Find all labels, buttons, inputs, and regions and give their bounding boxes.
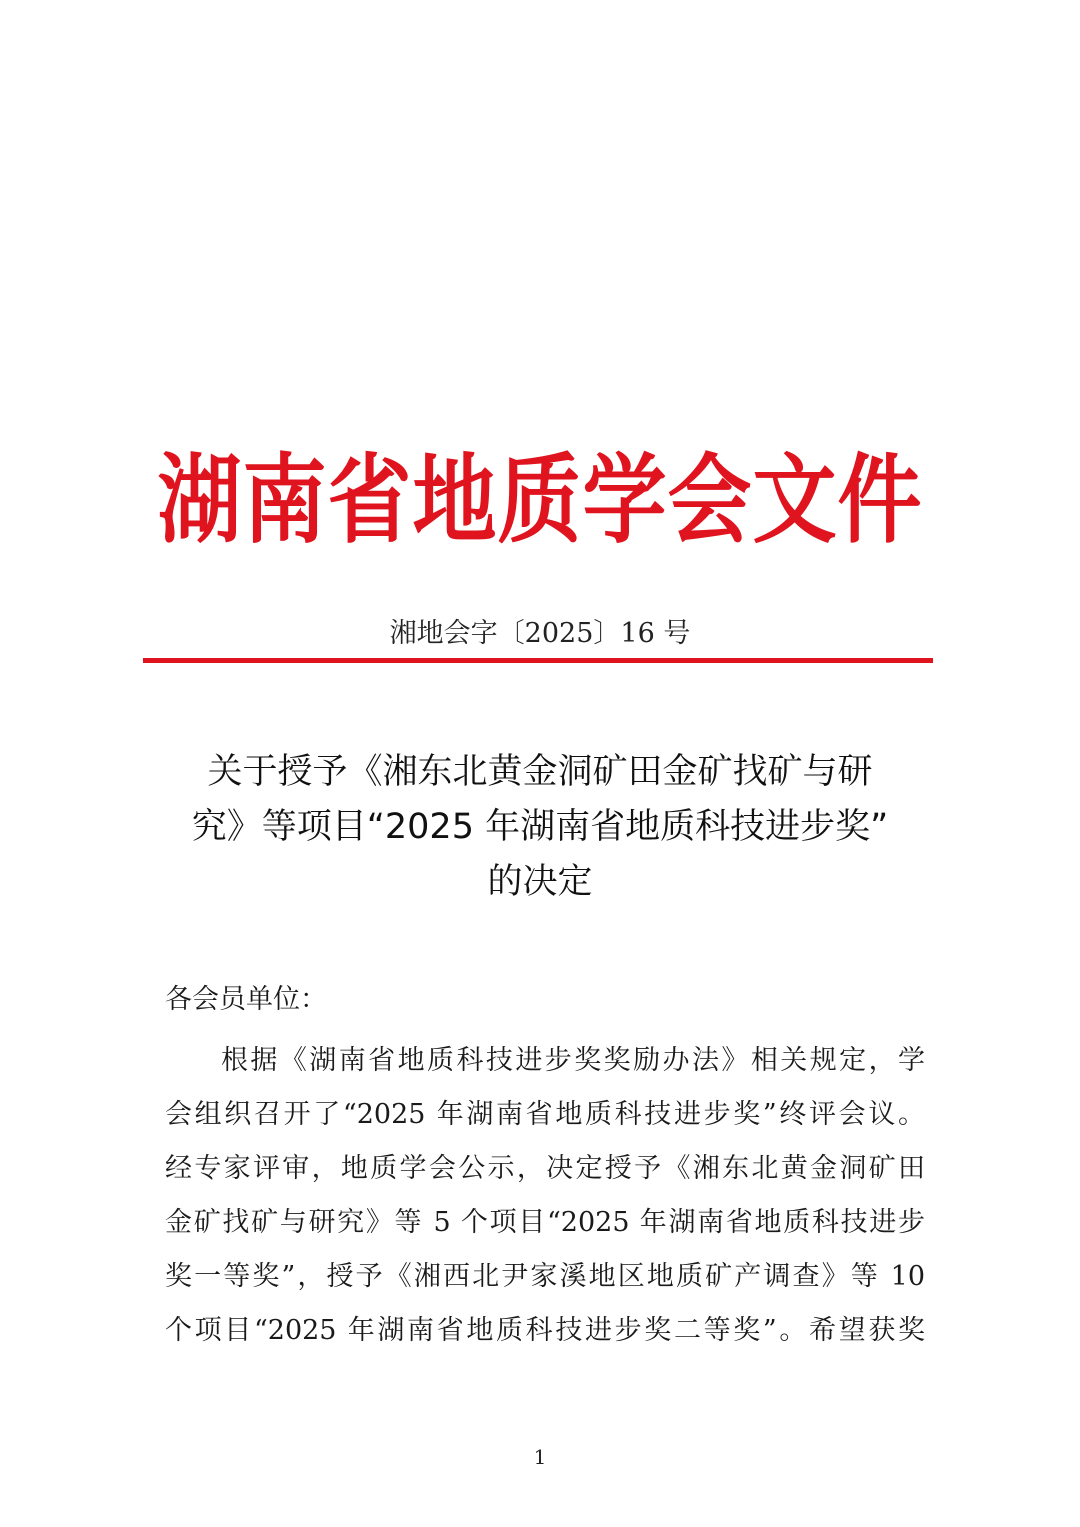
- body-paragraph: [165, 1034, 925, 1358]
- body-line: 经专家评审，地质学会公示，决定授予《湘东北黄金洞矿田: [165, 1153, 925, 1184]
- body-line: 个项目“2025 年湖南省地质科技进步奖二等奖”。希望获奖: [165, 1315, 925, 1346]
- body-line: 会组织召开了“2025 年湖南省地质科技进步奖”终评会议。: [165, 1099, 925, 1130]
- document-number: 湘地会字〔2025〕16 号: [389, 618, 691, 649]
- body-line: 奖一等奖”，授予《湘西北尹家溪地区地质矿产调查》等 10: [165, 1261, 925, 1292]
- body-line: 金矿找矿与研究》等 5 个项目“2025 年湖南省地质科技进步: [165, 1207, 925, 1238]
- red-divider-line: [143, 658, 933, 663]
- title-line: 关于授予《湘东北黄金洞矿田金矿找矿与研: [207, 752, 873, 792]
- body-line: 根据《湖南省地质科技进步奖奖励办法》相关规定，学: [221, 1045, 925, 1076]
- title-line: 的决定: [487, 862, 593, 902]
- page-number: 1: [533, 1445, 547, 1469]
- document-title: [150, 745, 930, 910]
- salutation: 各会员单位：: [165, 984, 327, 1015]
- document-masthead: 湖南省地质学会文件: [157, 443, 923, 557]
- title-line: 究》等项目“2025 年湖南省地质科技进步奖”: [191, 807, 889, 847]
